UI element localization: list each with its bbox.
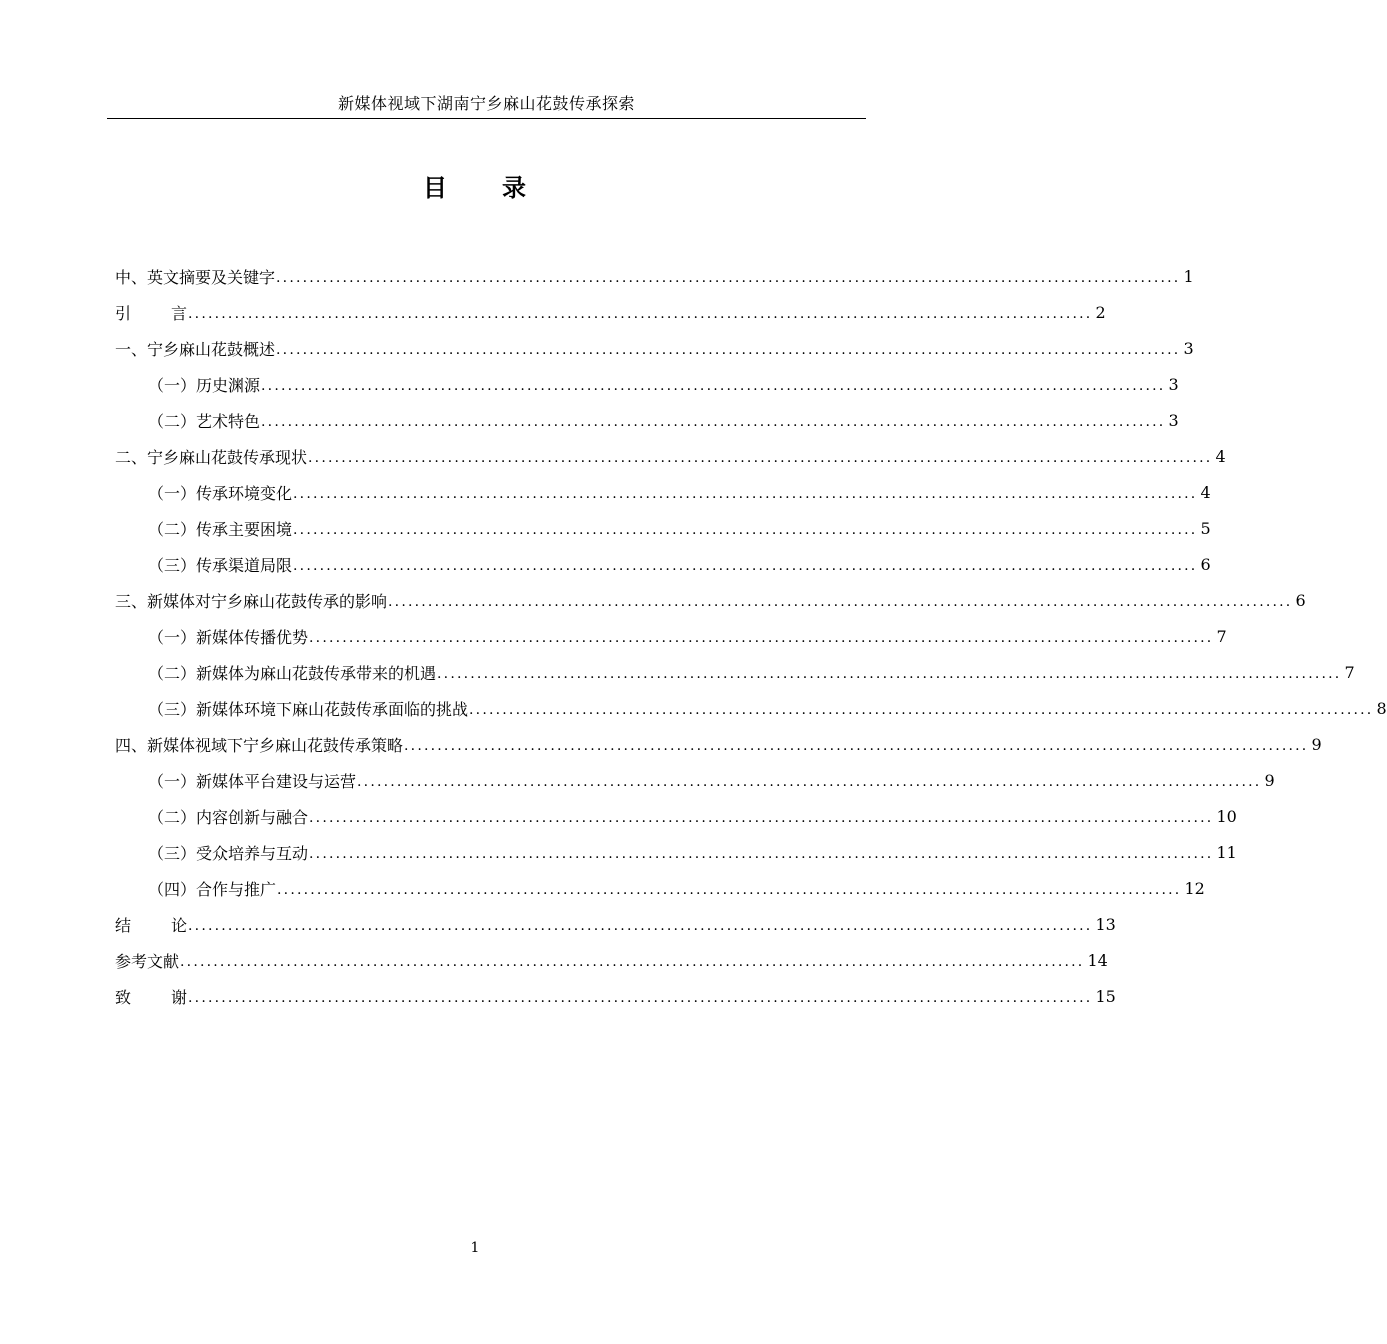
toc-entry-page: 12 — [1184, 878, 1205, 898]
toc-leader-dots: ........................................................................................................................................ — [309, 630, 1214, 646]
toc-leader-dots: ........................................................................................................................................ — [309, 846, 1214, 862]
toc-entry-conclusion[interactable] — [115, 906, 1116, 942]
toc-leader-dots: ........................................................................................................................................ — [293, 558, 1198, 574]
toc-entry-label: （二）艺术特色 — [148, 411, 261, 431]
toc-leader-dots: ........................................................................................................................................ — [188, 918, 1093, 934]
toc-entry-label: （三）传承渠道局限 — [148, 555, 293, 575]
toc-entry-label: 一、宁乡麻山花鼓概述 — [115, 339, 276, 359]
toc-entry-page: 11 — [1216, 842, 1237, 862]
toc-leader-dots: ........................................................................................................................................ — [277, 882, 1182, 898]
running-header — [107, 92, 866, 119]
toc-heading-char-2: 录 — [502, 174, 527, 202]
toc-entry-page: 9 — [1264, 770, 1275, 790]
toc-leader-dots: ........................................................................................................................................ — [276, 270, 1181, 286]
toc-entry-page: 2 — [1095, 302, 1106, 322]
toc-entry-section-4-2[interactable] — [115, 798, 1237, 834]
toc-entry-label-char-1: 致 — [115, 987, 132, 1007]
toc-heading — [0, 170, 950, 206]
toc-entry-page: 6 — [1200, 554, 1211, 574]
toc-entry-section-3-1[interactable] — [115, 618, 1227, 654]
toc-entry-label: （二）内容创新与融合 — [148, 807, 309, 827]
toc-entry-label: （二）新媒体为麻山花鼓传承带来的机遇 — [148, 663, 437, 683]
toc-entry-chapter-2[interactable] — [115, 438, 1226, 474]
toc-entry-section-4-1[interactable] — [115, 762, 1275, 798]
toc-leader-dots: ........................................................................................................................................ — [276, 342, 1181, 358]
toc-entry-section-3-2[interactable] — [115, 654, 1355, 690]
toc-entry-label — [115, 985, 187, 1008]
toc-entry-section-4-4[interactable] — [115, 870, 1205, 906]
toc-entry-label: 中、英文摘要及关键字 — [115, 267, 276, 287]
toc-entry-page: 6 — [1295, 590, 1306, 610]
toc-entry-abstract[interactable] — [115, 258, 1194, 294]
toc-entry-label-char-2: 言 — [171, 303, 188, 323]
toc-entry-section-1-2[interactable] — [115, 402, 1179, 438]
toc-leader-dots: ........................................................................................................................................ — [261, 414, 1166, 430]
toc-entry-chapter-4[interactable] — [115, 726, 1322, 762]
toc-entry-label: （一）历史渊源 — [148, 375, 261, 395]
toc-entry-page: 9 — [1311, 734, 1322, 754]
toc-entry-section-3-3[interactable] — [115, 690, 1387, 726]
toc-entry-page: 3 — [1183, 338, 1194, 358]
toc-list — [115, 258, 1387, 1014]
page-number: 1 — [470, 1240, 480, 1256]
toc-leader-dots: ........................................................................................................................................ — [261, 378, 1166, 394]
toc-leader-dots: ........................................................................................................................................ — [404, 738, 1309, 754]
toc-entry-acknowledgements[interactable] — [115, 978, 1116, 1014]
toc-entry-page: 7 — [1216, 626, 1227, 646]
toc-entry-section-1-1[interactable] — [115, 366, 1179, 402]
toc-entry-section-2-2[interactable] — [115, 510, 1211, 546]
toc-entry-label: （二）传承主要困境 — [148, 519, 293, 539]
toc-entry-chapter-3[interactable] — [115, 582, 1306, 618]
toc-entry-label: 参考文献 — [115, 951, 180, 971]
toc-entry-label: （三）受众培养与互动 — [148, 843, 309, 863]
toc-entry-introduction[interactable] — [115, 294, 1106, 330]
toc-entry-page: 5 — [1200, 518, 1211, 538]
toc-entry-chapter-1[interactable] — [115, 330, 1194, 366]
toc-leader-dots: ........................................................................................................................................ — [188, 306, 1093, 322]
toc-entry-page: 4 — [1200, 482, 1211, 502]
toc-entry-section-4-3[interactable] — [115, 834, 1237, 870]
toc-entry-page: 1 — [1183, 266, 1194, 286]
toc-entry-label: （一）传承环境变化 — [148, 483, 293, 503]
toc-entry-section-2-3[interactable] — [115, 546, 1211, 582]
toc-entry-page: 15 — [1095, 986, 1116, 1006]
toc-leader-dots: ........................................................................................................................................ — [308, 450, 1213, 466]
toc-leader-dots: ........................................................................................................................................ — [469, 702, 1374, 718]
toc-entry-label: （四）合作与推广 — [148, 879, 277, 899]
toc-leader-dots: ........................................................................................................................................ — [180, 954, 1085, 970]
toc-entry-page: 3 — [1168, 410, 1179, 430]
toc-entry-label — [115, 913, 187, 936]
toc-heading-char-1: 目 — [423, 174, 448, 202]
toc-entry-label-char-1: 引 — [115, 303, 132, 323]
toc-entry-label — [115, 301, 187, 324]
toc-leader-dots: ........................................................................................................................................ — [357, 774, 1262, 790]
toc-leader-dots: ........................................................................................................................................ — [437, 666, 1342, 682]
header-title: 新媒体视域下湖南宁乡麻山花鼓传承探索 — [337, 94, 635, 113]
toc-leader-dots: ........................................................................................................................................ — [293, 486, 1198, 502]
toc-entry-page: 4 — [1215, 446, 1226, 466]
toc-entry-page: 7 — [1344, 662, 1355, 682]
toc-entry-page: 10 — [1216, 806, 1237, 826]
toc-entry-page: 8 — [1376, 698, 1387, 718]
toc-entry-page: 13 — [1095, 914, 1116, 934]
toc-leader-dots: ........................................................................................................................................ — [309, 810, 1214, 826]
toc-entry-label: （一）新媒体平台建设与运营 — [148, 771, 357, 791]
toc-entry-references[interactable] — [115, 942, 1108, 978]
toc-entry-label: （三）新媒体环境下麻山花鼓传承面临的挑战 — [148, 699, 469, 719]
toc-entry-label-char-1: 结 — [115, 915, 132, 935]
toc-entry-label: 四、新媒体视域下宁乡麻山花鼓传承策略 — [115, 735, 404, 755]
toc-entry-label: 三、新媒体对宁乡麻山花鼓传承的影响 — [115, 591, 388, 611]
toc-leader-dots: ........................................................................................................................................ — [188, 990, 1093, 1006]
toc-leader-dots: ........................................................................................................................................ — [293, 522, 1198, 538]
toc-entry-section-2-1[interactable] — [115, 474, 1211, 510]
toc-entry-label-char-2: 论 — [171, 915, 188, 935]
toc-entry-label-char-2: 谢 — [171, 987, 188, 1007]
toc-entry-page: 3 — [1168, 374, 1179, 394]
toc-entry-label: 二、宁乡麻山花鼓传承现状 — [115, 447, 308, 467]
toc-entry-page: 14 — [1087, 950, 1108, 970]
toc-leader-dots: ........................................................................................................................................ — [388, 594, 1293, 610]
toc-entry-label: （一）新媒体传播优势 — [148, 627, 309, 647]
